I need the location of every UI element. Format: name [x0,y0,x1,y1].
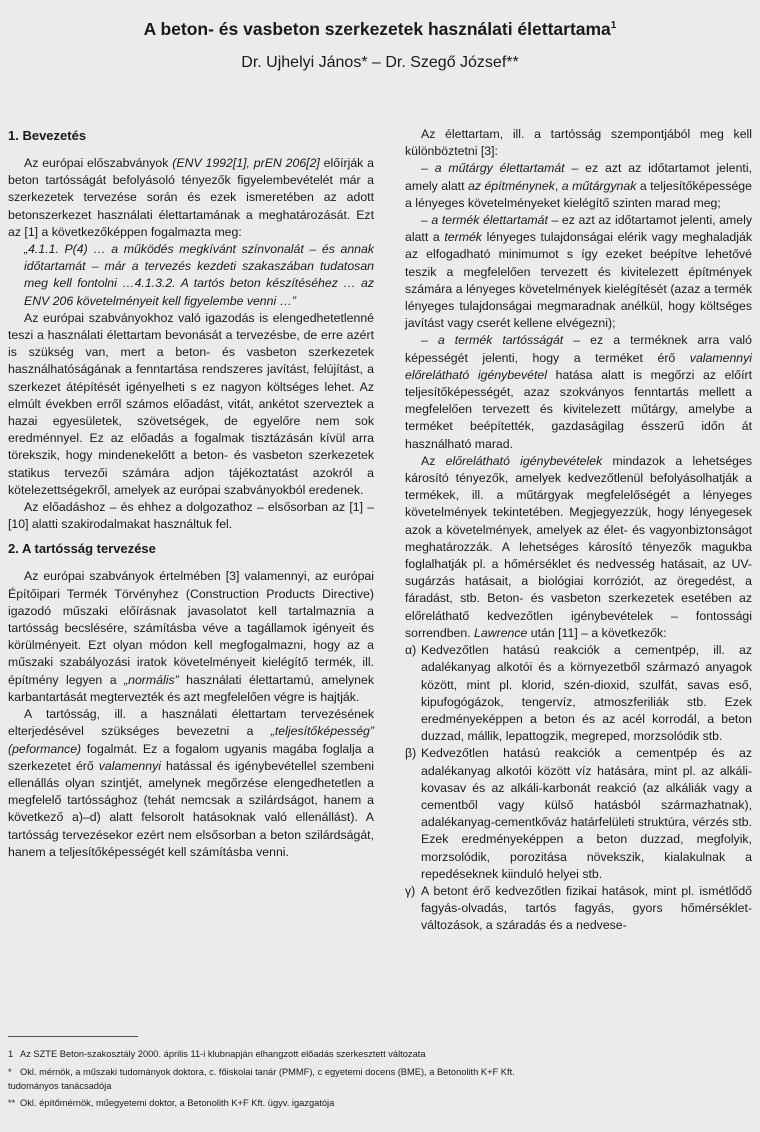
footnote-1 [8,1048,738,1060]
definition-item [405,212,752,332]
article-title [20,16,740,42]
text-run: A tartósság, ill. a használati élettartam tervezésének elterjedésével szükséges bevezetni a [8,707,374,739]
text-run: a teljesítőképessége a lényeges követelményeket kielégítő szinten marad meg; [405,178,752,210]
list-marker: γ) [405,883,416,898]
emphasis-run: az építménynek [468,178,555,193]
footnote-text: Okl. építőmérnök, műegyetemi doktor, a Betonolith K+F Kft. ügyv. igazgatója [20,1098,335,1108]
paragraph [8,155,374,241]
footnote-divider [8,1036,138,1037]
footnote-text: Az SZTE Beton-szakosztály 2000. április 11-i klubnapján elhangzott előadás szerkesztett változata [20,1049,426,1059]
definition-item [405,160,752,212]
text-run: – ez a terméknek arra való képességét jelenti, hogy a terméket érő [405,333,752,365]
text-run: – ez azt az időtartamot jelenti, amely alatt a [405,213,752,245]
paragraph [405,453,752,642]
emphasis-run: „normális” [124,672,179,687]
text-run: Az európai előszabványok [24,156,173,170]
left-column [8,128,374,861]
text-run: előírják a beton tartósságát befolyásoló tényezők figyelembevételét már a szerkezetek tervezése során és ezek ismeretében az adott betonszerkezet használati élettartamának a meghatározását. Ezt az [1] a következőképpen fogalmazta meg: [8,156,374,239]
section-heading-introduction: 1. Bevezetés [8,128,87,143]
emphasis-run: „teljesítőképesség” (peformance) [8,724,374,756]
citation-run: (ENV 1992[1], prEN 206[2] [172,156,320,170]
emphasis-run: valamennyi [98,758,161,773]
list-item-gamma [405,883,752,935]
list-item-beta [405,745,752,883]
list-marker: β) [405,746,417,761]
text-run: hatása alatt is megőrzi az előírt teljesítőképességét, azaz szokványos fenntartás mellett a megfelelően tervezett és kivitelezett műtárgy, amelybe a terméket beépítették, gazdaságilag ésszerű időn át használható marad. [405,367,752,451]
paragraph: Az előadáshoz – és ehhez a dolgozathoz – elsősorban az [1] – [10] alatti szakirodalmakat használtuk fel. [8,500,374,532]
paragraph [8,706,374,861]
footnote-2 [8,1066,738,1078]
article-authors: Dr. Ujhelyi János* – Dr. Szegő József** [241,54,519,71]
text-run: Az [421,453,446,468]
definition-term: – a termék élettartamát [421,213,548,228]
footnote-2-continued: tudományos tanácsadója [8,1081,112,1091]
right-column [405,126,752,935]
text-run: használati élettartamú, amelynek karbantartását megtervezték és azt megfelelően végre is hajtják. [8,672,375,704]
definition-item [405,332,752,452]
text-run: fogalmát. Ez a fogalom ugyanis magába foglalja a szerkezetet érő [8,741,374,773]
text-run: után [11] – a következők: [527,625,667,640]
text-run: , [554,178,562,193]
title-text: A beton- és vasbeton szerkezetek használati élettartama [143,19,611,39]
paragraph: Az élettartam, ill. a tartósság szempontjából meg kell különböztetni [3]: [405,127,752,159]
footnote-mark: * [8,1067,12,1077]
list-item-text: Kedvezőtlen hatású reakciók a cementpép és az adalékanyag alkotói között víz hatására, mint pl. az alkáli-kovasav és az alkáli-karbonát reakció (az alkáliák vagy a cementből vagy külső hatásból származhatnak), adalékanyag-cementkőváz határfelületi struktúra, vérzés stb. Ezek eredményeképpen a beton duzzad, megfolyik, morzsolódik, porozitása növekszik, kialakulnak a repedéseknek kiinduló helyei stb. [421,746,752,881]
definition-term: – a termék tartósságát [421,333,564,348]
paragraph [8,568,374,706]
footnote-mark: ** [8,1098,16,1108]
footnote-text: Okl. mérnök, a műszaki tudományok doktora, c. főiskolai tanár (PMMF), c egyetemi docens (BME), a Betonolith K+F Kft. [20,1067,515,1077]
list-item-alpha [405,642,752,745]
author-name: Lawrence [474,625,528,640]
text-run: mindazok a lehetséges károsító tényezők, amelyek kedvezőtlenül befolyásolhatják a termékek, ill. a műtárgyak megfelelőségét a lényeges követelmények tekintetében. Megjegyezzük, hogy lényegesek azok a követelmények, amelyek az élet- és vagyonbiztonságot meghatározzák. A lehetséges károsító tényezők magukba foglalhatják pl. a hőmérséklet és nedvesség hatásait, az UV-sugárzás hatásait, a biológiai korróziót, az öregedést, a fáradást, stb. Beton- és vasbeton szerkezetek esetében az előreláthatő kedvezőtlen igénybevételek – fontossági sorrendben. [405,453,752,640]
text-run: lényeges tulajdonságai elérik vagy meghaladják az elfogadható minimumot s így ezeket beépítve lehetővé teszik a megfelelően tervezett és kivitelezett építmények számára a lényeges követelmények kielégítését (azaz a termék lényeges tulajdonságai megmaradnak anélkül, hogy költséges javítást vagy cserét kellene elvégezni); [405,230,752,331]
emphasis-run: valamennyi előrelátható igénybevétel [405,350,752,382]
quotation: „4.1.1. P(4) … a működés megkívánt színvonalát – és annak időtartamát – már a tervezés kezdeti szakaszában tudatosan meg kell fontolni …4.1.3.2. A tartós beton készítéséhez … az ENV 206 követelményeit kell figyelembe venni …” [24,242,374,308]
emphasis-run: előrelátható igénybevételek [445,453,603,468]
section-heading-durability-design: 2. A tartósság tervezése [8,541,156,557]
footnote-mark: 1 [8,1049,14,1059]
footnote-3 [8,1097,738,1109]
emphasis-run: a műtárgynak [561,178,637,193]
list-item-text: Kedvezőtlen hatású reakciók a cementpép, ill. az adalékanyag alkotói és a környezetből származó anyagok között, mint pl. klorid, szén-dioxid, szulfát, savas eső, kipufogógázok, tengervíz, atmoszferiliák stb. Ezek eredményeképpen a beton és az acél korrodál, a beton duzzad, mállik, lepattogzik, megreped, morzsolódik stb. [421,643,752,744]
title-footnote-mark: 1 [610,20,617,32]
text-run: Az európai szabványok értelmében [3] valamennyi, az európai Építőipari Termék Törvényhez (Construction Products Directive) igazodó műszaki előírásnak javasolatot kell tartalmaznia a tartósság becslésére, számításba véve a tagállamok igényeit és körülményeit. Ezt olyan módon kell megfogalmazni, hogy az a műszaki szabályozási iratok követelményeit kielégítő termék, ill. építmény legyen a [8,569,374,687]
emphasis-run: termék [444,230,482,245]
paragraph: Az európai szabványokhoz való igazodás is elengedhetetlenné teszi a használati élettartam bevonását a tervezésbe, de erre azért is szükség van, mert a beton- és vasbeton szerkezetek használhatóságának a fenntartása rendszeres javítást, felújítást, a szerkezet átépítését igényelheti s ez nagyon költséges lehet. Az elmúlt években erről számos előadást, vitát, ankétot szerveztek a hazai egyesületek, szövetségek, de egyelőre nem sok eredménnyel. Ez az előadás a fogalmak tisztázásán kívül arra törekszik, hogy mindenekelőtt a beton- és vasbeton szerkezetek statikus tervezői számára adjon tájékoztatást azokról a kötelezettségekről, amelyek az európai szabványokból eredenek. [8,310,374,497]
text-run: – ez azt az időtartamot jelenti, amely alatt [405,161,752,193]
list-item-text: A betont érő kedvezőtlen fizikai hatások, mint pl. ismétlődő fagyás-olvadás, tartós fagyás, gyors hőmérséklet-változások, a száradás és a nedvese- [421,883,752,933]
definition-term: – a műtárgy élettartamát [421,161,565,176]
list-marker: α) [405,643,417,658]
text-run: hatással és igénybevétellel szembeni ellenállás olyan szintjét, amelynek megőrzése elengedhetetlen a megfelelő tartóssághoz (tehát nemcsak a szilárdságot, hanem a következő a)–d) alatt felsorolt hatásoknak való ellenállást). A tartósság tervezésekor ezért nem elsősorban a beton szilárdságát, hanem a teljesítőképességét kell számításba venni. [8,758,375,859]
